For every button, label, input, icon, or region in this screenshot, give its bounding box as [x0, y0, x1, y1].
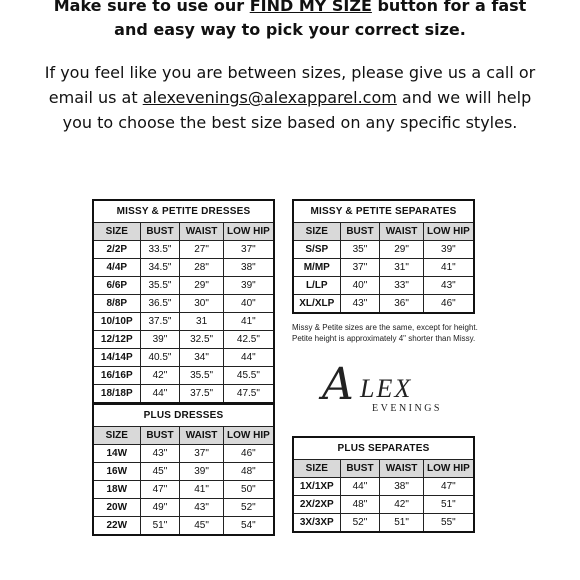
size-cell: 3X/3XP: [293, 514, 340, 533]
headline: [0, 0, 580, 42]
measure-cell: 50": [223, 481, 274, 499]
missy-petite-separates-table: [292, 199, 475, 314]
table-row: [93, 481, 274, 499]
measure-cell: 48": [223, 463, 274, 481]
table-row: [93, 367, 274, 385]
measure-cell: 37": [180, 445, 223, 463]
measure-cell: 41": [180, 481, 223, 499]
measure-cell: 43": [140, 445, 180, 463]
table-row: [293, 259, 474, 277]
table-title-row: [293, 437, 474, 460]
measure-cell: 40": [223, 295, 274, 313]
measure-cell: 52": [223, 499, 274, 517]
intro-paragraph: [40, 60, 540, 135]
measure-cell: 46": [223, 445, 274, 463]
size-cell: 1X/1XP: [293, 478, 340, 496]
measure-cell: 46": [423, 295, 474, 314]
logo-letter-a: A: [322, 359, 354, 410]
measure-cell: 54": [223, 517, 274, 536]
size-cell: 8/8P: [93, 295, 140, 313]
column-header: BUST: [340, 460, 380, 478]
intro-text: If you feel like you are between sizes, please give us a call or email us at: [44, 63, 536, 107]
measure-cell: 39": [423, 241, 474, 259]
measure-cell: 41": [423, 259, 474, 277]
measure-cell: 42": [380, 496, 423, 514]
table-row: [93, 463, 274, 481]
measure-cell: 39": [140, 331, 180, 349]
table-row: [93, 349, 274, 367]
measure-cell: 35.5": [140, 277, 180, 295]
size-cell: 16/16P: [93, 367, 140, 385]
table-header-row: [93, 427, 274, 445]
measure-cell: 43": [423, 277, 474, 295]
measure-cell: 40": [340, 277, 380, 295]
measure-cell: 41": [223, 313, 274, 331]
measure-cell: 48": [340, 496, 380, 514]
table-row: [93, 241, 274, 259]
missy-petite-dresses-table: [92, 199, 275, 404]
measure-cell: 33.5": [140, 241, 180, 259]
measure-cell: 51": [140, 517, 180, 536]
size-cell: 2/2P: [93, 241, 140, 259]
size-cell: 14/14P: [93, 349, 140, 367]
plus-separates-table: [292, 436, 475, 533]
measure-cell: 47": [423, 478, 474, 496]
table-row: [293, 241, 474, 259]
measure-cell: 47.5": [223, 385, 274, 404]
measure-cell: 39": [180, 463, 223, 481]
size-cell: 14W: [93, 445, 140, 463]
table-title-row: [93, 404, 274, 427]
table-title: PLUS SEPARATES: [293, 437, 474, 460]
table-row: [93, 259, 274, 277]
table-row: [293, 295, 474, 314]
size-cell: 6/6P: [93, 277, 140, 295]
measure-cell: 51": [380, 514, 423, 533]
measure-cell: 35": [340, 241, 380, 259]
size-cell: 20W: [93, 499, 140, 517]
measure-cell: 55": [423, 514, 474, 533]
find-my-size-link: FIND MY SIZE: [249, 0, 372, 15]
table-header-row: [93, 223, 274, 241]
column-header: WAIST: [380, 460, 423, 478]
measure-cell: 45.5": [223, 367, 274, 385]
measure-cell: 43": [180, 499, 223, 517]
measure-cell: 34.5": [140, 259, 180, 277]
table-row: [293, 277, 474, 295]
measure-cell: 29": [180, 277, 223, 295]
email-link[interactable]: alexevenings@alexapparel.com: [142, 88, 397, 107]
column-header: WAIST: [380, 223, 423, 241]
column-header: BUST: [140, 223, 180, 241]
measure-cell: 33": [380, 277, 423, 295]
column-header: SIZE: [293, 223, 340, 241]
table-row: [293, 478, 474, 496]
size-cell: 16W: [93, 463, 140, 481]
table-title: MISSY & PETITE SEPARATES: [293, 200, 474, 223]
measure-cell: 42": [140, 367, 180, 385]
measure-cell: 44": [140, 385, 180, 404]
measure-cell: 42.5": [223, 331, 274, 349]
column-header: SIZE: [93, 427, 140, 445]
headline-line-2: and easy way to pick your correct size.: [114, 20, 466, 39]
size-cell: 2X/2XP: [293, 496, 340, 514]
column-header: LOW HIP: [423, 460, 474, 478]
size-note-line-1: Missy & Petite sizes are the same, except for height.: [292, 323, 478, 332]
table-row: [93, 313, 274, 331]
table-header-row: [293, 223, 474, 241]
size-cell: 18/18P: [93, 385, 140, 404]
plus-dresses-table: [92, 403, 275, 536]
table-row: [93, 277, 274, 295]
column-header: BUST: [140, 427, 180, 445]
table-title-row: [293, 200, 474, 223]
column-header: WAIST: [180, 427, 223, 445]
table-row: [93, 499, 274, 517]
measure-cell: 39": [223, 277, 274, 295]
table-row: [93, 295, 274, 313]
table-title-row: [93, 200, 274, 223]
headline-text: button for a fast: [371, 0, 527, 15]
measure-cell: 37.5": [180, 385, 223, 404]
measure-cell: 35.5": [180, 367, 223, 385]
size-cell: 10/10P: [93, 313, 140, 331]
measure-cell: 47": [140, 481, 180, 499]
column-header: SIZE: [293, 460, 340, 478]
column-header: BUST: [340, 223, 380, 241]
size-cell: M/MP: [293, 259, 340, 277]
size-cell: 12/12P: [93, 331, 140, 349]
measure-cell: 37": [223, 241, 274, 259]
measure-cell: 27": [180, 241, 223, 259]
table-row: [93, 331, 274, 349]
alex-evenings-logo: [322, 359, 452, 420]
table-row: [293, 514, 474, 533]
measure-cell: 29": [380, 241, 423, 259]
headline-line-1: [0, 0, 580, 18]
table-header-row: [293, 460, 474, 478]
measure-cell: 31": [380, 259, 423, 277]
logo-subtitle: EVENINGS: [372, 403, 442, 414]
size-note-line-2: Petite height is approximately 4" shorter than Missy.: [292, 334, 476, 343]
measure-cell: 34": [180, 349, 223, 367]
measure-cell: 28": [180, 259, 223, 277]
measure-cell: 37.5": [140, 313, 180, 331]
table-row: [293, 496, 474, 514]
measure-cell: 44": [223, 349, 274, 367]
measure-cell: 49": [140, 499, 180, 517]
measure-cell: 36.5": [140, 295, 180, 313]
intro-text: and we will help you to choose the best size based on any specific styles.: [62, 88, 532, 132]
measure-cell: 38": [380, 478, 423, 496]
measure-cell: 32.5": [180, 331, 223, 349]
column-header: SIZE: [93, 223, 140, 241]
headline-text: Make sure to use our: [53, 0, 250, 15]
size-cell: S/SP: [293, 241, 340, 259]
table-row: [93, 517, 274, 536]
size-cell: L/LP: [293, 277, 340, 295]
column-header: LOW HIP: [423, 223, 474, 241]
table-row: [93, 445, 274, 463]
measure-cell: 37": [340, 259, 380, 277]
table-row: [93, 385, 274, 404]
measure-cell: 38": [223, 259, 274, 277]
table-title: PLUS DRESSES: [93, 404, 274, 427]
measure-cell: 52": [340, 514, 380, 533]
logo-letters: LEX: [360, 374, 413, 403]
size-cell: 18W: [93, 481, 140, 499]
column-header: LOW HIP: [223, 223, 274, 241]
measure-cell: 31: [180, 313, 223, 331]
measure-cell: 51": [423, 496, 474, 514]
measure-cell: 36": [380, 295, 423, 314]
measure-cell: 45": [180, 517, 223, 536]
measure-cell: 44": [340, 478, 380, 496]
measure-cell: 40.5": [140, 349, 180, 367]
column-header: LOW HIP: [223, 427, 274, 445]
size-note: [292, 322, 552, 344]
measure-cell: 43": [340, 295, 380, 314]
size-cell: 22W: [93, 517, 140, 536]
column-header: WAIST: [180, 223, 223, 241]
size-cell: 4/4P: [93, 259, 140, 277]
table-title: MISSY & PETITE DRESSES: [93, 200, 274, 223]
measure-cell: 30": [180, 295, 223, 313]
size-cell: XL/XLP: [293, 295, 340, 314]
measure-cell: 45": [140, 463, 180, 481]
